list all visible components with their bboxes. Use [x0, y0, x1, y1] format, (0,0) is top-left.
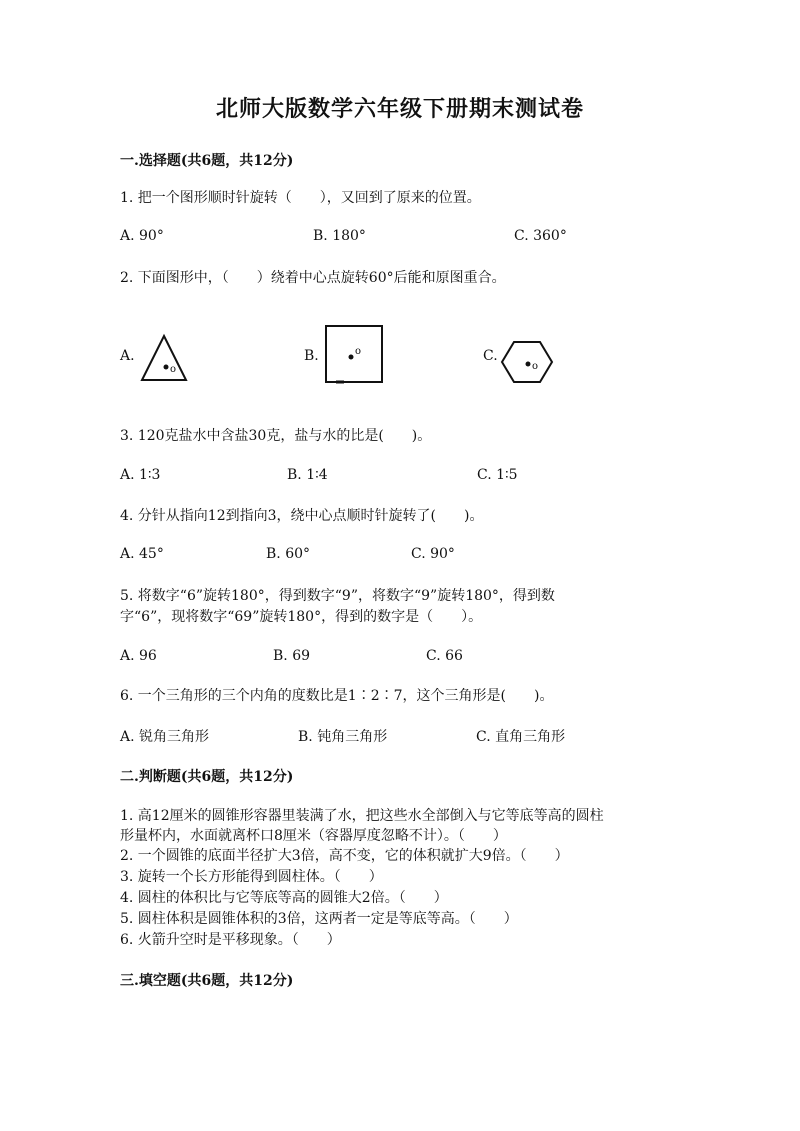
q2-option-b: B.	[304, 348, 319, 364]
judgement-item-1-line1: 1. 高12厘米的圆锥形容器里装满了水，把这些水全部倒入与它等底等高的圆柱	[120, 808, 604, 824]
q5-option-c: C. 66	[426, 648, 463, 664]
q3-option-b: B. 1∶4	[287, 467, 328, 483]
triangle-icon	[140, 330, 196, 386]
q6-option-b: B. 钝角三角形	[298, 729, 388, 745]
page-title: 北师大版数学六年级下册期末测试卷	[215, 96, 584, 122]
question-1: 1. 把一个图形顺时针旋转（ ），又回到了原来的位置。	[120, 190, 481, 206]
q1-option-c: C. 360°	[514, 228, 567, 244]
section-heading-choice: 一.选择题(共6题，共12分)	[120, 153, 294, 169]
q4-option-a: A. 45°	[120, 546, 164, 562]
q1-option-b: B. 180°	[313, 228, 366, 244]
q5-option-a: A. 96	[120, 648, 157, 664]
q3-option-a: A. 1∶3	[120, 467, 161, 483]
q5-option-b: B. 69	[273, 648, 311, 664]
judgement-item-3: 3. 旋转一个长方形能得到圆柱体。（ ）	[120, 869, 383, 885]
judgement-item-6: 6. 火箭升空时是平移现象。（ ）	[120, 932, 341, 948]
q4-option-c: C. 90°	[411, 546, 455, 562]
section-heading-judgement: 二.判断题(共6题，共12分)	[120, 769, 294, 785]
question-5-line1: 5. 将数字“6”旋转180°，得到数字“9”，将数字“9”旋转180°，得到数	[120, 588, 555, 604]
q2-option-a: A.	[120, 348, 135, 364]
judgement-item-2: 2. 一个圆锥的底面半径扩大3倍，高不变，它的体积就扩大9倍。（ ）	[120, 848, 569, 864]
judgement-item-1-line2: 形量杯内，水面就离杯口8厘米（容器厚度忽略不计）。（ ）	[120, 828, 507, 844]
hexagon-icon	[500, 340, 556, 384]
q1-option-a: A. 90°	[120, 228, 164, 244]
judgement-item-5: 5. 圆柱体积是圆锥体积的3倍，这两者一定是等底等高。（ ）	[120, 911, 518, 927]
q6-option-c: C. 直角三角形	[476, 729, 566, 745]
question-5-line2: 字“6”，现将数字“69”旋转180°，得到的数字是（ ）。	[120, 609, 483, 625]
svg-text:o: o	[532, 361, 539, 372]
q3-option-c: C. 1∶5	[477, 467, 518, 483]
square-icon	[322, 322, 386, 386]
question-6: 6. 一个三角形的三个内角的度数比是1∶2∶7，这个三角形是( )。	[120, 688, 554, 704]
question-4: 4. 分针从指向12到指向3，绕中心点顺时针旋转了( )。	[120, 508, 484, 524]
q4-option-b: B. 60°	[266, 546, 311, 562]
q2-option-c: C.	[483, 348, 498, 364]
q6-option-a: A. 锐角三角形	[120, 729, 210, 745]
judgement-item-4: 4. 圆柱的体积比与它等底等高的圆锥大2倍。（ ）	[120, 890, 448, 906]
question-2: 2. 下面图形中，（ ）绕着中心点旋转60°后能和原图重合。	[120, 270, 506, 286]
svg-text:o: o	[355, 346, 362, 357]
svg-text:o: o	[170, 364, 177, 375]
question-3: 3. 120克盐水中含盐30克，盐与水的比是( )。	[120, 428, 432, 444]
section-heading-fill-blank: 三.填空题(共6题，共12分)	[120, 973, 294, 989]
